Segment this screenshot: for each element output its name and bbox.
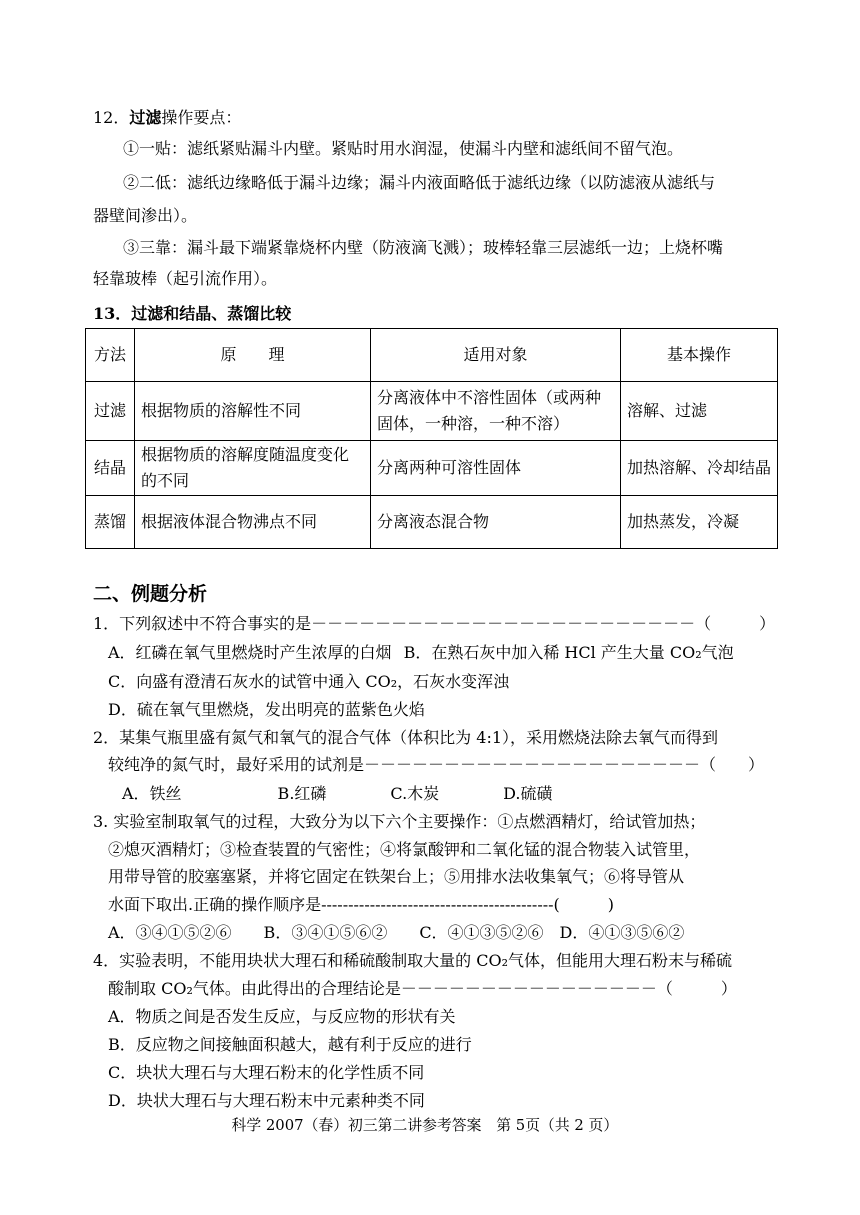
q1-stem: 1．下列叙述中不符合事实的是－－－－－－－－－－－－－－－－－－－－－－－－（ ）: [93, 614, 776, 633]
comparison-table: [85, 328, 778, 549]
filter-ops-point-2-line-2: 器壁间渗出）。: [93, 206, 198, 225]
row-method: 蒸馏: [86, 496, 135, 549]
filter-ops-point-2-line-1: ②二低：滤纸边缘略低于漏斗边缘；漏斗内液面略低于滤纸边缘（以防滤液从滤纸与: [123, 173, 716, 192]
q1-option-b: B．在熟石灰中加入稀 HCl 产生大量 CO₂气泡: [403, 643, 734, 662]
header-target: 适用对象: [371, 329, 621, 382]
row-principle: 根据液体混合物沸点不同: [135, 496, 371, 549]
q2-stem-line-2: 较纯净的氮气时，最好采用的试剂是－－－－－－－－－－－－－－－－－－－－－（ ）: [108, 755, 765, 774]
q4-line-2: 酸制取 CO₂气体。由此得出的合理结论是－－－－－－－－－－－－－－－－（ ）: [108, 979, 737, 998]
q1-option-c: C．向盛有澄清石灰水的试管中通入 CO₂，石灰水变浑浊: [108, 672, 510, 691]
row-target: 分离两种可溶性固体: [371, 441, 621, 496]
row-principle: 根据物质的溶解度随温度变化的不同: [135, 441, 371, 496]
filter-ops-title-rest: 操作要点：: [161, 108, 242, 127]
q4-option-d: D．块状大理石与大理石粉末中元素种类不同: [108, 1091, 425, 1110]
row-method: 过滤: [86, 382, 135, 441]
row-method: 结晶: [86, 441, 135, 496]
item-number: 12．: [93, 108, 130, 127]
q4-option-c: C．块状大理石与大理石粉末的化学性质不同: [108, 1063, 425, 1082]
row-principle: 根据物质的溶解性不同: [135, 382, 371, 441]
q1-option-a-text: A．红磷在氧气里燃烧时产生浓厚的白烟: [108, 643, 392, 662]
q1-option-a: [108, 643, 734, 663]
table-row: [86, 382, 778, 441]
filter-ops-point-3-line-2: 轻靠玻棒（起引流作用）。: [93, 269, 278, 288]
row-target: 分离液体中不溶性固体（或两种固体，一种溶，一种不溶）: [371, 382, 621, 441]
q3-line-2: ②熄灭酒精灯；③检查装置的气密性；④将氯酸钾和二氧化锰的混合物装入试管里，: [108, 840, 701, 859]
row-operation: 加热蒸发，冷凝: [621, 496, 778, 549]
page-footer: 科学 2007（春）初三第二讲参考答案 第 5页（共 2 页）: [231, 1116, 619, 1134]
section-title: 二、例题分析: [93, 583, 208, 605]
q4-option-b: B．反应物之间接触面积越大，越有利于反应的进行: [108, 1035, 472, 1054]
table-row: [86, 496, 778, 549]
q3-options: A．③④①⑤②⑥ B．③④①⑤⑥② C．④①③⑤②⑥ D．④①③⑤⑥②: [108, 923, 685, 942]
row-operation: 溶解、过滤: [621, 382, 778, 441]
q2-options: A．铁丝 B.红磷 C.木炭 D.硫磺: [122, 784, 553, 803]
row-operation: 加热溶解、冷却结晶: [621, 441, 778, 496]
header-operation: 基本操作: [621, 329, 778, 382]
header-method: 方法: [86, 329, 135, 382]
header-principle: 原 理: [135, 329, 371, 382]
q3-line-4: 水面下取出.正确的操作顺序是-------------------------------------------( ): [108, 895, 615, 914]
table-header-row: [86, 329, 778, 382]
q4-line-1: 4．实验表明，不能用块状大理石和稀硫酸制取大量的 CO₂气体，但能用大理石粉末与稀硫: [93, 951, 733, 970]
filter-ops-title: [93, 108, 241, 128]
q4-option-a: A．物质之间是否发生反应，与反应物的形状有关: [108, 1007, 456, 1026]
table-row: [86, 441, 778, 496]
q3-line-1: 3. 实验室制取氧气的过程，大致分为以下六个主要操作：①点燃酒精灯，给试管加热；: [93, 812, 706, 831]
q2-stem-line-1: 2．某集气瓶里盛有氮气和氧气的混合气体（体积比为 4:1），采用燃烧法除去氧气而得到: [93, 728, 719, 747]
compare-table-title: 13．过滤和结晶、蒸馏比较: [93, 304, 292, 323]
filter-ops-point-1: ①一贴：滤纸紧贴漏斗内壁。紧贴时用水润湿，使漏斗内壁和滤纸间不留气泡。: [123, 139, 684, 158]
row-target: 分离液态混合物: [371, 496, 621, 549]
filter-ops-title-bold: 过滤: [129, 108, 162, 127]
filter-ops-point-3-line-1: ③三靠：漏斗最下端紧靠烧杯内壁（防液滴飞溅）；玻棒轻靠三层滤纸一边；上烧杯嘴: [123, 238, 724, 257]
q3-line-3: 用带导管的胶塞塞紧，并将它固定在铁架台上；⑤用排水法收集氧气；⑥将导管从: [108, 867, 685, 886]
q1-option-d: D．硫在氧气里燃烧，发出明亮的蓝紫色火焰: [108, 700, 425, 719]
